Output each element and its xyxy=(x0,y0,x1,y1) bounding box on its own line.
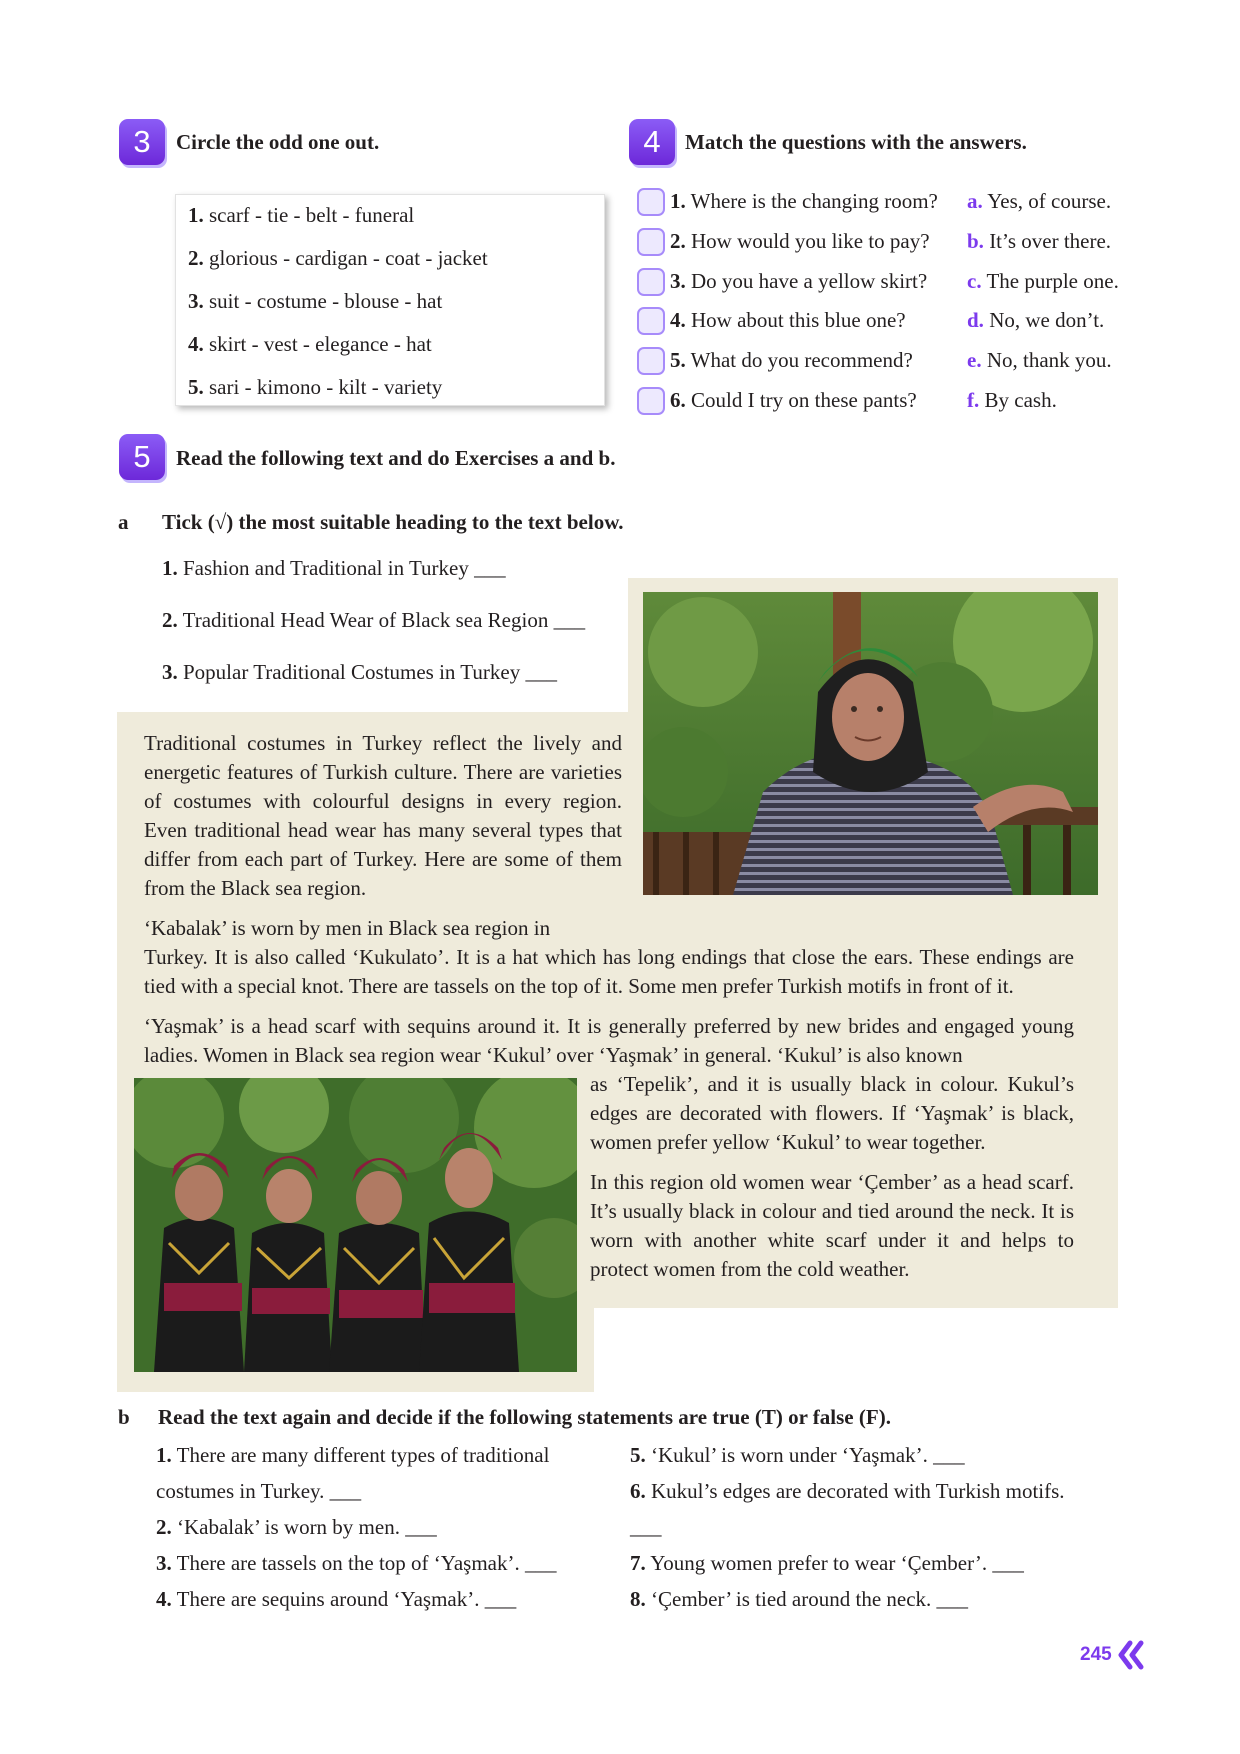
answer-b: b. It’s over there. xyxy=(967,229,1112,253)
answer-e: e. No, thank you. xyxy=(967,348,1112,372)
reading-paragraph-3: as ‘Tepelik’, and it is usually black in colour. Kukul’s edges are decorated with flowers. If ‘Yaşmak’ is black, women prefer yellow ‘Kukul’ to wear together. xyxy=(590,1072,1074,1154)
double-chevron-left-icon xyxy=(1118,1640,1144,1675)
question-5: 5. What do you recommend? xyxy=(670,348,913,372)
answer-box-4[interactable] xyxy=(637,307,665,335)
exercise-5b-letter: b xyxy=(118,1405,130,1429)
statement-2: 2. ‘Kabalak’ is worn by men. ___ xyxy=(156,1515,437,1539)
reading-paragraph-3-start: ‘Yaşmak’ is a head scarf with sequins around it. It is generally preferred by new brides and engaged young ladies. Women in Black sea region wear ‘Kukul’ over ‘Yaşmak’ in general. ‘Kukul’ is also known xyxy=(144,1014,1074,1067)
answer-d: d. No, we don’t. xyxy=(967,308,1105,332)
exercise-3-badge xyxy=(119,119,165,165)
exercise-3-title: Circle the odd one out. xyxy=(176,130,380,154)
answer-box-1[interactable] xyxy=(637,188,665,216)
statement-4: 4. There are sequins around ‘Yaşmak’. ___ xyxy=(156,1587,517,1611)
exercise-5-title: Read the following text and do Exercises a and b. xyxy=(176,446,616,470)
exercise-5b-title: Read the text again and decide if the following statements are true (T) or false (F). xyxy=(158,1405,891,1429)
odd-item-4: 4. skirt - vest - elegance - hat xyxy=(188,332,432,356)
exercise-4-title: Match the questions with the answers. xyxy=(685,130,1027,154)
question-3: 3. Do you have a yellow skirt? xyxy=(670,269,928,293)
photo-men-traditional-costume xyxy=(134,1078,577,1372)
exercise-5-badge xyxy=(119,434,165,480)
page-number: 245 xyxy=(1080,1644,1112,1665)
answer-c: c. The purple one. xyxy=(967,269,1119,293)
statement-6: 6. Kukul’s edges are decorated with Turkish motifs. ___ xyxy=(630,1479,1065,1539)
exercise-5a-title: Tick (√) the most suitable heading to the text below. xyxy=(162,510,624,534)
answer-f: f. By cash. xyxy=(967,388,1057,412)
answer-box-5[interactable] xyxy=(637,347,665,375)
reading-paragraph-1: Traditional costumes in Turkey reflect the lively and energetic features of Turkish culture. There are varieties of costumes with colourful designs in every region. Even traditional head wear has many several types that differ from each part of Turkey. Here are some of them from the Black sea region. xyxy=(144,731,622,900)
exercise-5-number: 5 xyxy=(133,439,151,474)
heading-option-2: 2. Traditional Head Wear of Black sea Region ___ xyxy=(162,608,586,632)
answer-box-2[interactable] xyxy=(637,228,665,256)
statement-8: 8. ‘Çember’ is tied around the neck. ___ xyxy=(630,1587,969,1611)
question-6: 6. Could I try on these pants? xyxy=(670,388,917,412)
exercise-4-number: 4 xyxy=(643,124,661,159)
odd-item-2: 2. glorious - cardigan - coat - jacket xyxy=(188,246,488,270)
question-4: 4. How about this blue one? xyxy=(670,308,906,332)
odd-one-out-box xyxy=(175,194,605,406)
question-1: 1. Where is the changing room? xyxy=(670,189,938,213)
photo-elderly-woman xyxy=(643,592,1098,895)
statement-3: 3. There are tassels on the top of ‘Yaşmak’. ___ xyxy=(156,1551,557,1575)
exercise-5a-letter: a xyxy=(118,510,129,534)
answer-a: a. Yes, of course. xyxy=(967,189,1112,213)
odd-item-1: 1. scarf - tie - belt - funeral xyxy=(188,203,415,227)
statement-7: 7. Young women prefer to wear ‘Çember’. ___ xyxy=(630,1551,1024,1575)
reading-paragraph-2-start: ‘Kabalak’ is worn by men in Black sea region in xyxy=(144,916,551,940)
statement-1: 1. There are many different types of traditional costumes in Turkey. ___ xyxy=(156,1443,550,1503)
answer-box-3[interactable] xyxy=(637,268,665,296)
odd-item-5: 5. sari - kimono - kilt - variety xyxy=(188,375,443,399)
reading-paragraph-2: Turkey. It is also called ‘Kukulato’. It is a hat which has long endings that close the ears. These endings are tied with a special knot. There are tassels on the top of it. Some men prefer Turkish motifs in front of it. xyxy=(144,945,1074,998)
exercise-3-number: 3 xyxy=(133,124,151,159)
statement-5: 5. ‘Kukul’ is worn under ‘Yaşmak’. ___ xyxy=(630,1443,965,1467)
question-2: 2. How would you like to pay? xyxy=(670,229,930,253)
heading-option-3: 3. Popular Traditional Costumes in Turkey ___ xyxy=(162,660,557,684)
heading-option-1: 1. Fashion and Traditional in Turkey ___ xyxy=(162,556,506,580)
odd-item-3: 3. suit - costume - blouse - hat xyxy=(188,289,443,313)
exercise-4-badge xyxy=(629,119,675,165)
reading-paragraph-4: In this region old women wear ‘Çember’ as a head scarf. It’s usually black in colour and tied around the neck. It is worn with another white scarf under it and helps to protect women from the cold weather. xyxy=(590,1170,1074,1281)
answer-box-6[interactable] xyxy=(637,387,665,415)
